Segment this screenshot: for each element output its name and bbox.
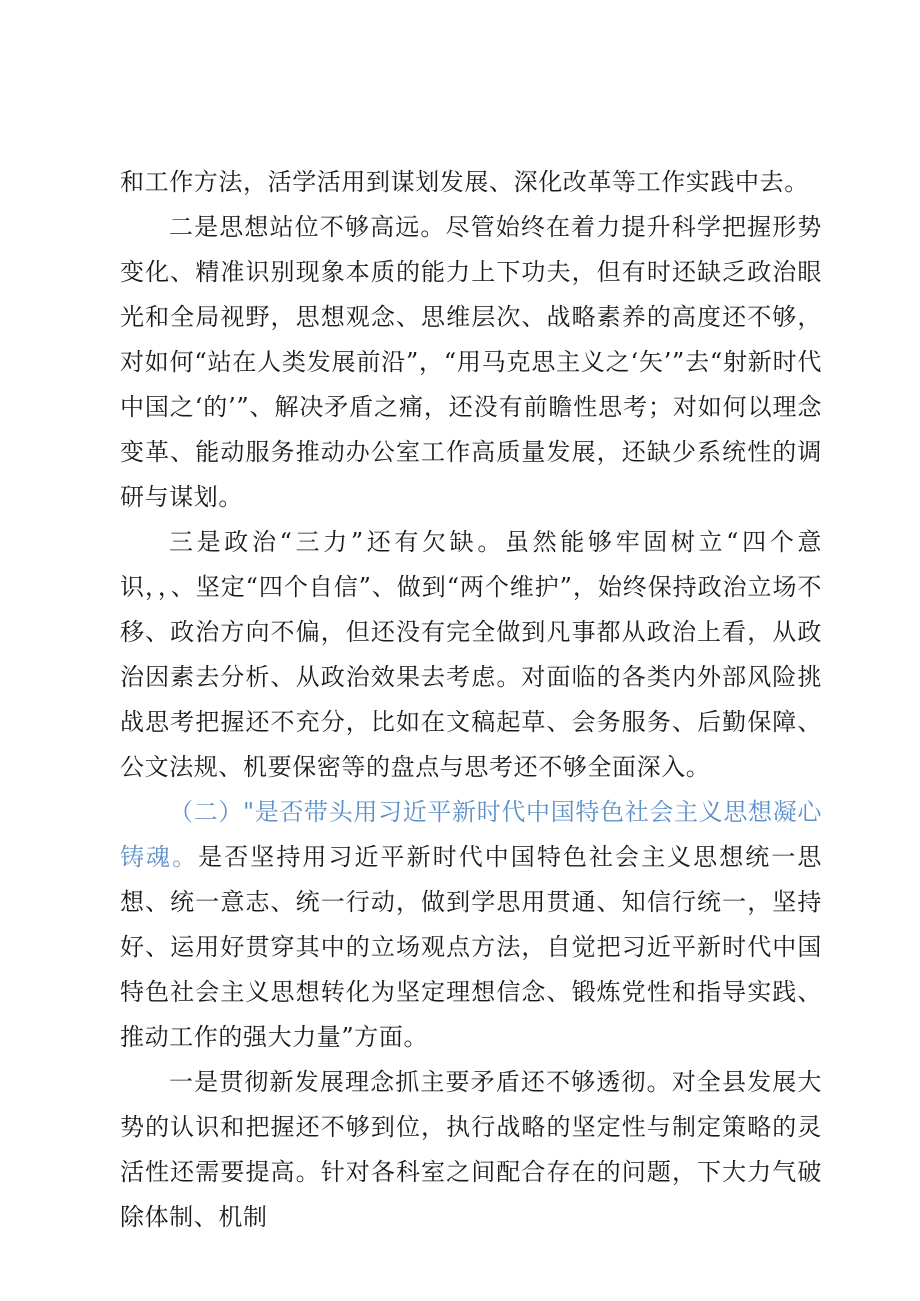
paragraph-point-two: 二是思想站位不够高远。尽管始终在着力提升科学把握形势变化、精准识别现象本质的能力上下功夫，但有时还缺乏政治眼光和全局视野，思想观念、思维层次、战略素养的高度还不够，对如何“站在人类发展前沿”，“用马克思主义之‘矢’”去“射新时代中国之‘的’”、解决矛盾之痛，还没有前瞻性思考；对如何以理念变革、能动服务推动办公室工作高质量发展，还缺少系统性的调研与谋划。 [120,213,822,511]
paragraph-continuation: 和工作方法，活学活用到谋划发展、深化改革等工作实践中去。 [120,168,809,196]
paragraph-section-two [120,790,822,1060]
document-body [120,160,822,1240]
section-body-text: 是否坚持用习近平新时代中国特色社会主义思想统一思想、统一意志、统一行动，做到学思用贯通、知信行统一，坚持好、运用好贯穿其中的立场观点方法，自觉把习近平新时代中国特色社会主义思想转化为坚定理想信念、锻炼党性和指导实践、推动工作的强大力量”方面。 [120,843,822,1051]
paragraph-point-three: 三是政治“三力”还有欠缺。虽然能够牢固树立“四个意识，，、坚定“四个自信”、做到“两个维护”，始终保持政治立场不移、政治方向不偏，但还没有完全做到凡事都从政治上看，从政治因素去分析、从政治效果去考虑。对面临的各类内外部风险挑战思考把握还不充分，比如在文稿起草、会务服务、后勤保障、公文法规、机要保密等的盘点与思考还不够全面深入。 [120,528,822,781]
paragraph-point-one: 一是贯彻新发展理念抓主要矛盾还不够透彻。对全县发展大势的认识和把握还不够到位，执行战略的坚定性与制定策略的灵活性还需要提高。针对各科室之间配合存在的问题，下大力气破除体制、机制 [120,1068,822,1231]
section-heading: （二）"是否带头用习近平新时代中国特色社会主义思想凝心铸魂。 [120,798,822,871]
